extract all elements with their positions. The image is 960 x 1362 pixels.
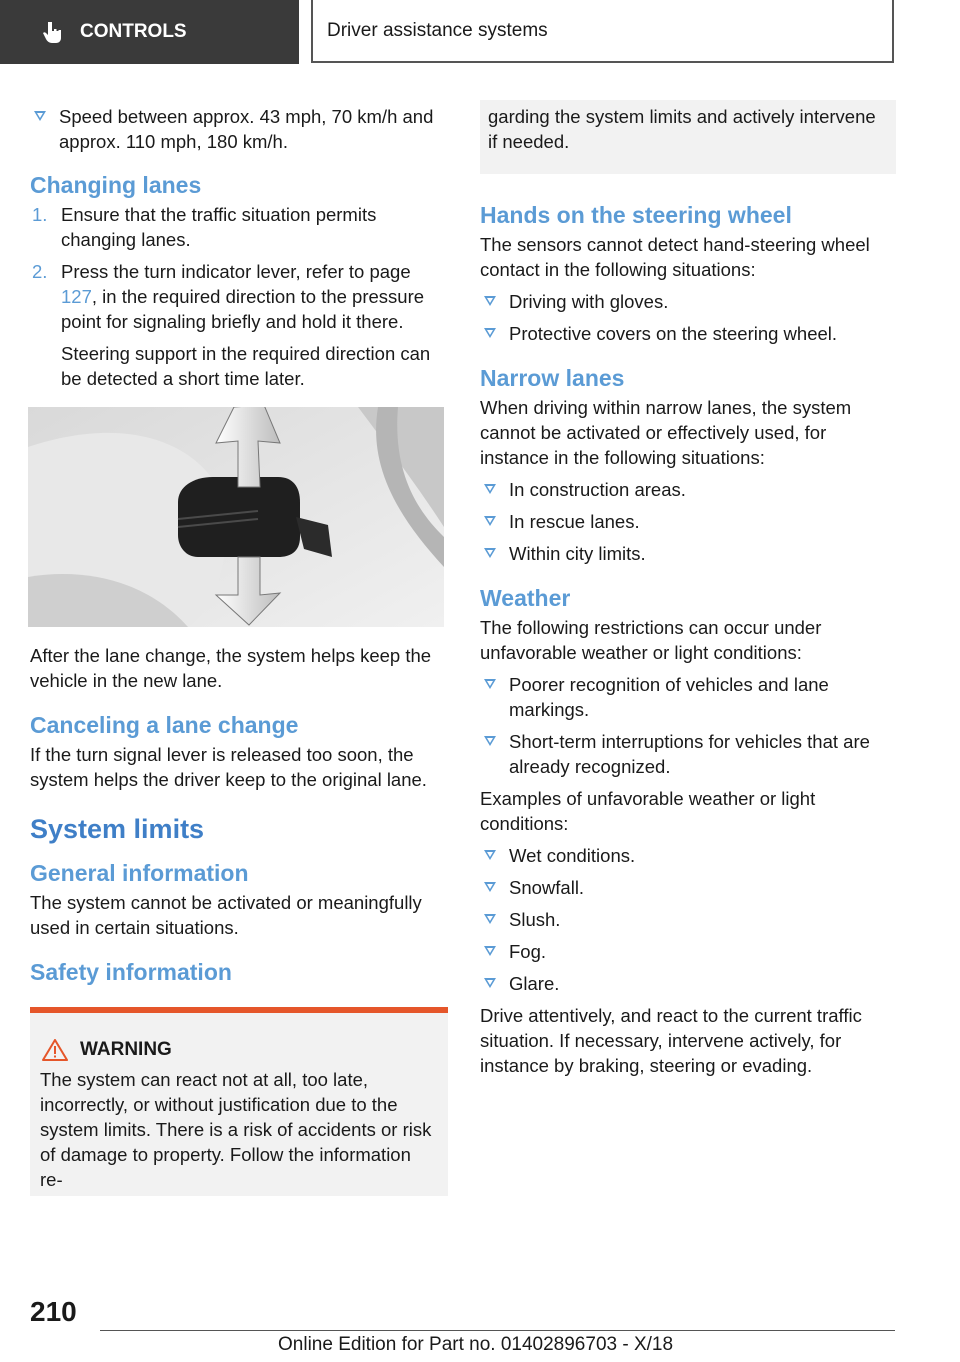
warning-box <box>30 1007 448 1196</box>
paragraph: The sensors cannot detect hand-steering wheel contact in the following situations: <box>480 234 870 280</box>
section-heading: Narrow lanes <box>480 365 625 391</box>
bullet-triangle-icon <box>484 914 496 924</box>
footer-divider <box>100 1330 895 1331</box>
list-item: Wet conditions. <box>480 843 896 868</box>
list-item: In construction areas. <box>480 477 896 502</box>
right-column <box>480 100 896 1085</box>
chapter-title: Driver assistance systems <box>311 0 894 63</box>
list-item: 1. Ensure that the traffic situation permits changing lanes. <box>32 204 377 250</box>
page-header <box>0 0 960 66</box>
list-item: Within city limits. <box>480 541 896 566</box>
bullet-triangle-icon <box>484 850 496 860</box>
bullet-triangle-icon <box>484 484 496 494</box>
bullet-triangle-icon <box>484 516 496 526</box>
section-tab <box>0 0 299 64</box>
paragraph: Examples of unfavorable weather or light conditions: <box>480 788 816 834</box>
list-item: Slush. <box>480 907 896 932</box>
bullet-triangle-icon <box>484 296 496 306</box>
bullet-triangle-icon <box>484 328 496 338</box>
section-heading: Safety information <box>30 959 232 985</box>
page-number: 210 <box>30 1296 77 1327</box>
section-heading: Canceling a lane change <box>30 712 299 738</box>
bullet-triangle-icon <box>484 679 496 689</box>
list-item: Glare. <box>480 971 896 996</box>
bullet-triangle-icon <box>484 946 496 956</box>
bullet-triangle-icon <box>34 111 46 121</box>
list-item: Snowfall. <box>480 875 896 900</box>
list-item: Short-term interruptions for vehicles that are already recognized. <box>480 729 896 779</box>
bullet-triangle-icon <box>484 978 496 988</box>
list-item: Driving with gloves. <box>480 289 896 314</box>
edition-note: Online Edition for Part no. 01402896703 - X/18 <box>278 1334 674 1355</box>
warning-text: The system can react not at all, too late, incorrectly, or without justification due to the system limits. There is a risk of accidents or risk of damage to property. Follow the information re- <box>40 1069 432 1190</box>
list-item: 2. Press the turn indicator lever, refer to page 127, in the required direction to the pressure point for signaling briefly and hold it there. <box>32 261 425 332</box>
examples-list <box>480 843 896 996</box>
lever-illustration <box>28 407 444 627</box>
list-item: Fog. <box>480 939 896 964</box>
section-heading: Changing lanes <box>30 172 202 198</box>
list-item: Poorer recognition of vehicles and lane markings. <box>480 672 896 722</box>
weather-list <box>480 672 896 779</box>
narrow-list <box>480 477 896 566</box>
paragraph: After the lane change, the system helps keep the vehicle in the new lane. <box>30 645 432 691</box>
bullet-triangle-icon <box>484 882 496 892</box>
bullet-triangle-icon <box>484 736 496 746</box>
section-heading: Hands on the steering wheel <box>480 202 792 228</box>
paragraph: Drive attentively, and react to the current traffic situation. If necessary, intervene actively, for instance by braking, steering or evading. <box>480 1005 862 1076</box>
paragraph: When driving within narrow lanes, the system cannot be activated or effectively used, for instance in the following situations: <box>480 397 852 468</box>
warning-triangle-icon <box>42 1039 68 1061</box>
page-reference-link[interactable]: 127 <box>61 286 92 307</box>
section-heading: Weather <box>480 585 571 611</box>
paragraph: If the turn signal lever is released too soon, the system helps the driver keep to the original lane. <box>30 744 427 790</box>
list-item: In rescue lanes. <box>480 509 896 534</box>
bullet-triangle-icon <box>484 548 496 558</box>
hand-pointer-icon <box>40 20 64 44</box>
list-item: Protective covers on the steering wheel. <box>480 321 896 346</box>
step-note: Steering support in the required direction can be detected a short time later. <box>61 343 431 389</box>
main-heading: System limits <box>30 814 205 844</box>
hands-list <box>480 289 896 346</box>
left-column <box>30 100 448 1196</box>
section-heading: General information <box>30 860 249 886</box>
turn-indicator-lever-figure <box>28 407 444 627</box>
warning-box-continued: garding the system limits and actively intervene if needed. <box>480 100 896 174</box>
paragraph: The following restrictions can occur under unfavorable weather or light conditions: <box>480 617 822 663</box>
warning-header: WARNING <box>40 1037 438 1063</box>
list-item: Speed between approx. 43 mph, 70 km/h and approx. 110 mph, 180 km/h. <box>30 104 448 154</box>
paragraph: The system cannot be activated or meaningfully used in certain situations. <box>30 892 422 938</box>
section-label: CONTROLS <box>80 21 187 42</box>
